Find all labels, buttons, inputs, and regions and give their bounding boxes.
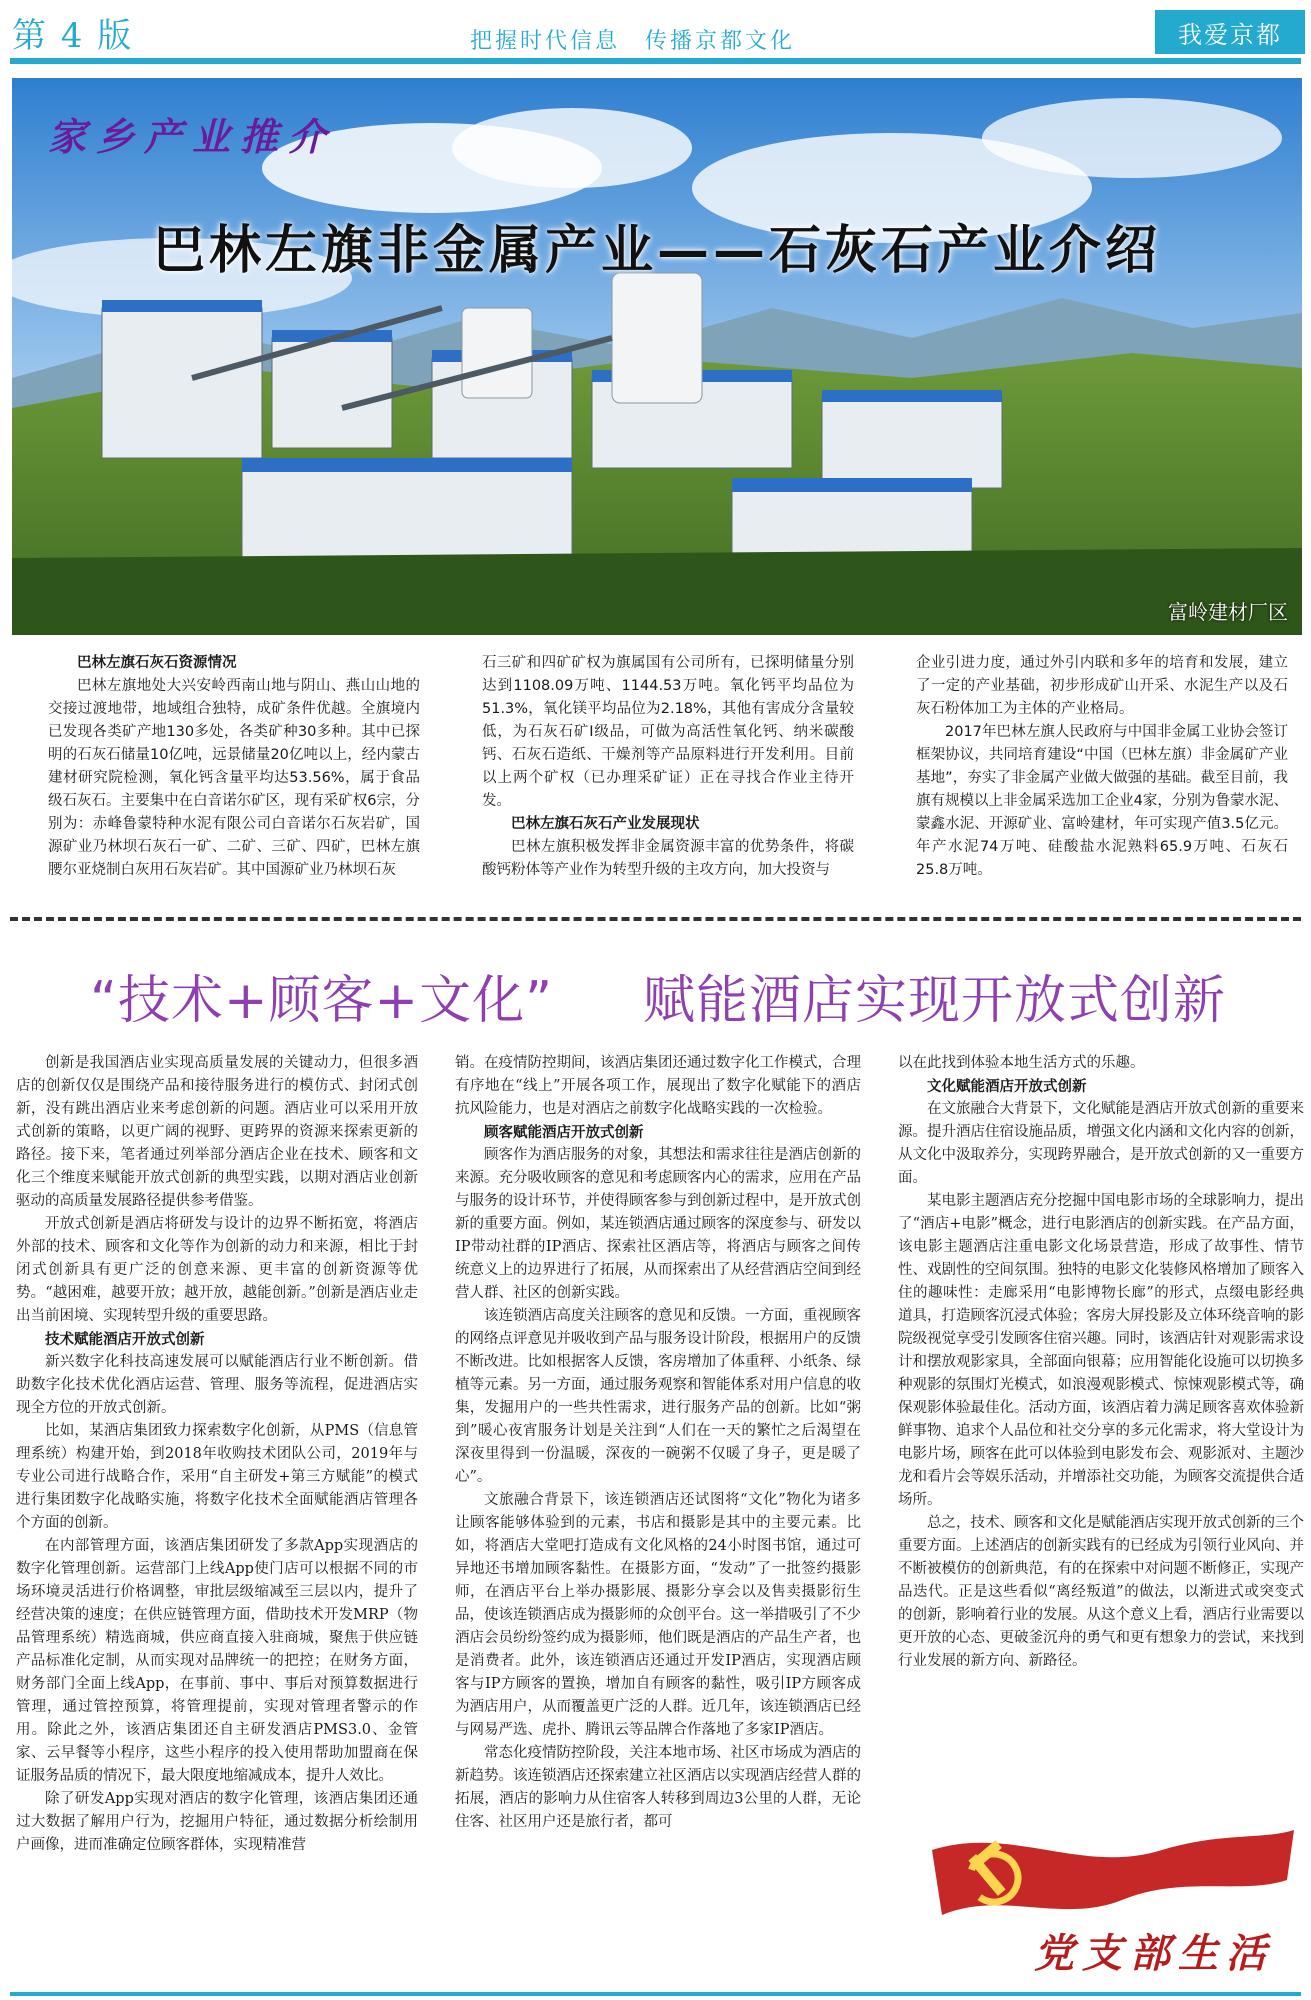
article-column-2: [455, 1052, 861, 1857]
article-headline-left: “技术+顾客+文化”: [90, 971, 554, 1031]
article-paragraph: 常态化疫情防控阶段，关注本地市场、社区市场成为酒店的新趋势。该连锁酒店还探索建立社区酒店以实现酒店经营人群的拓展，酒店的影响力从住宿客人转移到周边3公里的人群，无论住客、社区用户还是旅行者，都可: [455, 1745, 861, 1830]
feature-subheading: 巴林左旗石灰石产业发展现状: [511, 816, 700, 832]
article-paragraph: 除了研发App实现对酒店的数字化管理，该酒店集团还通过大数据了解用户行为，挖掘用户特征，通过数据分析绘制用户画像，进而准确定位顾客群体，实现精准营: [16, 1791, 418, 1853]
article-paragraph: 创新是我国酒店业实现高质量发展的关键动力，但很多酒店的创新仅仅是围绕产品和接待服务进行的模仿式、封闭式创新，没有跳出酒店业来考虑创新的问题。酒店业可以采用开放式创新的策略，以更广阔的视野、更跨界的资源来探索更新的路径。接下来，笔者通过列举部分酒店企业在技术、顾客和文化三个维度来赋能开放式创新的典型实践，以期对酒店业创新驱动的高质量发展路径提供参考借鉴。: [16, 1055, 418, 1209]
article-columns: [16, 1052, 1304, 1857]
article-paragraph: 新兴数字化科技高速发展可以赋能酒店行业不断创新。借助数字化技术优化酒店运营、管理、服务等流程，促进酒店实现全方位的开放式创新。: [16, 1354, 418, 1416]
article-subheading: 顾客赋能酒店开放式创新: [484, 1124, 644, 1141]
feature-column-1: [48, 652, 420, 882]
article-subheading: 文化赋能酒店开放式创新: [927, 1078, 1087, 1095]
header-rule: [10, 58, 1301, 64]
feature-paragraph: 巴林左旗地处大兴安岭西南山地与阴山、燕山山地的交接过渡地带，地域组合独特，成矿条件优越。全旗境内已发现各类矿产地130多处，各类矿种30多种。其中已探明的石灰石储量10亿吨，远景储量20亿吨以上，经内蒙古建材研究院检测，氧化钙含量平均达53.56%，属于食品级石灰石。主要集中在白音诺尔矿区，现有采矿权6宗，分别为：赤峰鲁蒙特种水泥有限公司白音诺尔石灰岩矿，国源矿业乃林坝石灰石一矿、二矿、三矿、四矿，巴林左旗腰尔亚烧制白灰用石灰岩矿。其中国源矿业乃林坝石灰: [48, 678, 420, 878]
article-paragraph: 某电影主题酒店充分挖掘中国电影市场的全球影响力，提出了“酒店+电影”概念，进行电影酒店的创新实践。在产品方面，该电影主题酒店注重电影文化场景营造，形成了故事性、情节性、戏剧性的空间氛围。独特的电影文化装修风格增加了顾客入住的趣味性：走廊采用“电影博物长廊”的形式，点缀电影经典道具，打造顾客沉浸式体验；客房大屏投影及立体环绕音响的影院级视觉享受引发顾客住宿兴趣。同时，该酒店针对观影需求设计和摆放观影家具，全部面向银幕；应用智能化设施可以切换多种观影的氛围灯光模式，如浪漫观影模式、惊悚观影模式等，确保观影体验最佳化。活动方面，该酒店着力满足顾客喜欢体验新鲜事物、追求个人品位和社交分享的多元化需求，将大堂设计为电影片场，顾客在此可以体验到电影发布会、观影派对、主题沙龙和看片会等娱乐活动，并增添社交功能，为顾客交流提供合适场所。: [898, 1193, 1304, 1508]
party-banner-label: 党支部生活: [1034, 1930, 1274, 1977]
section-divider: [10, 917, 1301, 921]
feature-paragraph: 2017年巴林左旗人民政府与中国非金属工业协会签订框架协议，共同培育建设“中国（巴林左旗）非金属矿产业基地”，夯实了非金属产业做大做强的基础。截至目前，我旗有规模以上非金属采选加工企业4家，分别为鲁蒙水泥、蒙鑫水泥、开源矿业、富岭建材，年可实现产值3.5亿元。年产水泥74万吨、硅酸盐水泥熟料65.9万吨、石灰石25.8万吨。: [916, 724, 1288, 878]
page-header: [0, 0, 1311, 62]
feature-paragraph: 石三矿和四矿矿权为旗属国有公司所有，已探明储量分别达到1108.09万吨、1144.53万吨。氧化钙平均品位为51.3%，氧化镁平均品位为2.18%，其他有害成分含量较低，为石灰石矿Ⅰ级品，可做为高活性氧化钙、纳米碳酸钙、石灰石造纸、干燥剂等产品原料进行开发利用。目前以上两个矿权（已办理采矿证）正在寻找合作业主待开发。: [482, 655, 854, 809]
footer-rule: [10, 1992, 1301, 1996]
article-paragraph: 销。在疫情防控期间，该酒店集团还通过数字化工作模式，合理有序地在“线上”开展各项工作，展现出了数字化赋能下的酒店抗风险能力，也是对酒店之前数字化战略实践的一次检验。: [455, 1055, 861, 1117]
article-headline-right: 赋能酒店实现开放式创新: [643, 971, 1227, 1031]
article-paragraph: 开放式创新是酒店将研发与设计的边界不断拓宽，将酒店外部的技术、顾客和文化等作为创新的动力和来源，相比于封闭式创新具有更广泛的创意来源、更丰富的创新资源等优势。“越困难，越要开放；越开放，越能创新。”创新是酒店业走出当前困境、实现转型升级的重要思路。: [16, 1216, 418, 1324]
article-column-3: [898, 1052, 1304, 1857]
feature-column-2: [482, 652, 854, 882]
feature-paragraph: 巴林左旗积极发挥非金属资源丰富的优势条件，将碳酸钙粉体等产业作为转型升级的主攻方向，加大投资与: [482, 839, 854, 878]
article-column-1: [16, 1052, 418, 1857]
article-paragraph: 以在此找到体验本地生活方式的乐趣。: [898, 1055, 1145, 1071]
article-paragraph: 文旅融合背景下，该连锁酒店还试图将“文化”物化为诸多让顾客能够体验到的元素，书店和摄影是其中的主要元素。比如，将酒店大堂吧打造成有文化风格的24小时图书馆，通过可异地还书增加顾客黏性。在摄影方面，“发动”了一批签约摄影师，在酒店平台上举办摄影展、摄影分享会以及售卖摄影衍生品，使该连锁酒店成为摄影师的众创平台。这一举措吸引了不少酒店会员纷纷签约成为摄影师，他们既是酒店的产品生产者，也是消费者。此外，该连锁酒店还通过开发IP酒店，实现酒店顾客与IP方顾客的置换，增加自有顾客的黏性，吸引IP方顾客成为酒店用户，从而覆盖更广泛的人群。近几年，该连锁酒店已经与网易严选、虎扑、腾讯云等品牌合作落地了多家IP酒店。: [455, 1492, 861, 1738]
section-label: 我爱京都: [1155, 10, 1305, 54]
column-tag: 家乡产业推介: [48, 114, 337, 159]
feature-paragraph: 企业引进力度，通过外引内联和多年的培育和发展，建立了一定的产业基础，初步形成矿山开采、水泥生产以及石灰石粉体加工为主体的产业格局。: [916, 655, 1288, 717]
article-paragraph: 该连锁酒店高度关注顾客的意见和反馈。一方面，重视顾客的网络点评意见并吸收到产品与服务设计阶段，根据用户的反馈不断改进。比如根据客人反馈，客房增加了体重秤、小纸条、绿植等元素。另一方面，通过服务观察和智能体系对用户信息的收集，发掘用户的一些共性需求，进行服务产品的创新。比如“粥到”暖心夜宵服务计划是关注到“人们在一天的繁忙之后渴望在深夜里得到一份温暖，深夜的一碗粥不仅暖了身子，更是暖了心”。: [455, 1308, 861, 1485]
feature-title: 巴林左旗非金属产业——石灰石产业介绍: [152, 220, 1161, 281]
feature-subheading: 巴林左旗石灰石资源情况: [77, 655, 237, 671]
article-paragraph: 总之，技术、顾客和文化是赋能酒店实现开放式创新的三个重要方面。上述酒店的创新实践有的已经成为引领行业风向、并不断被模仿的创新典范，有的在探索中对问题不断修正，实现产品迭代。正是这些看似“离经叛道”的做法，以渐进式或突变式的创新，影响着行业的发展。从这个意义上看，酒店行业需要以更开放的心态、更破釜沉舟的勇气和更有想象力的尝试，来找到行业发展的新方向、新路径。: [898, 1515, 1304, 1669]
feature-photo: [12, 78, 1302, 635]
photo-caption: 富岭建材厂区: [1168, 600, 1288, 624]
header-slogan: 把握时代信息 传播京都文化: [470, 29, 796, 54]
article-paragraph: 比如，某酒店集团致力探索数字化创新，从PMS（信息管理系统）构建开始，到2018年收购技术团队公司，2019年与专业公司进行战略合作，采用“自主研发+第三方赋能”的模式进行集团数字化战略实施，将数字化技术全面赋能酒店管理各个方面的创新。: [16, 1423, 418, 1531]
factory-landscape-image: [12, 78, 1302, 635]
article-paragraph: 在内部管理方面，该酒店集团研发了多款App实现酒店的数字化管理创新。运营部门上线App使门店可以根据不同的市场环境灵活进行价格调整，审批层级缩减至三层以内，提升了经营决策的速度；在供应链管理方面，借助技术开发MRP（物品管理系统）精选商城，供应商直接入驻商城，聚焦于供应链产品标准化定制，从而实现对品牌统一的把控；在财务方面，财务部门全面上线App，在事前、事中、事后对预算数据进行管理，通过管控预算，将管理提前，实现对管理者警示的作用。除此之外，该酒店集团还自主研发酒店PMS3.0、金管家、云早餐等小程序，这些小程序的投入使用帮助加盟商在保证服务品质的情况下，最大限度地缩减成本，提升人效比。: [16, 1538, 418, 1784]
feature-column-3: [916, 652, 1288, 882]
article-paragraph: 顾客作为酒店服务的对象，其想法和需求往往是酒店创新的来源。充分吸收顾客的意见和考虑顾客内心的需求，应用在产品与服务的设计环节，并使得顾客参与到创新过程中，是开放式创新的重要方面。例如，某连锁酒店通过顾客的深度参与、研发以IP带动社群的IP酒店、探索社区酒店等，将酒店与顾客之间传统意义上的边界进行了拓展，从而探索出了从经营酒店空间到经营人群、社区的创新实践。: [455, 1147, 861, 1301]
article-subheading: 技术赋能酒店开放式创新: [45, 1331, 205, 1348]
feature-columns: [48, 652, 1288, 882]
article-paragraph: 在文旅融合大背景下，文化赋能是酒店开放式创新的重要来源。提升酒店住宿设施品质，增强文化内涵和文化内容的创新，从文化中汲取养分，实现跨界融合，是开放式创新的又一重要方面。: [898, 1101, 1304, 1186]
article-headline: [90, 958, 1226, 1033]
edition-number: 第 4 版: [12, 16, 134, 56]
